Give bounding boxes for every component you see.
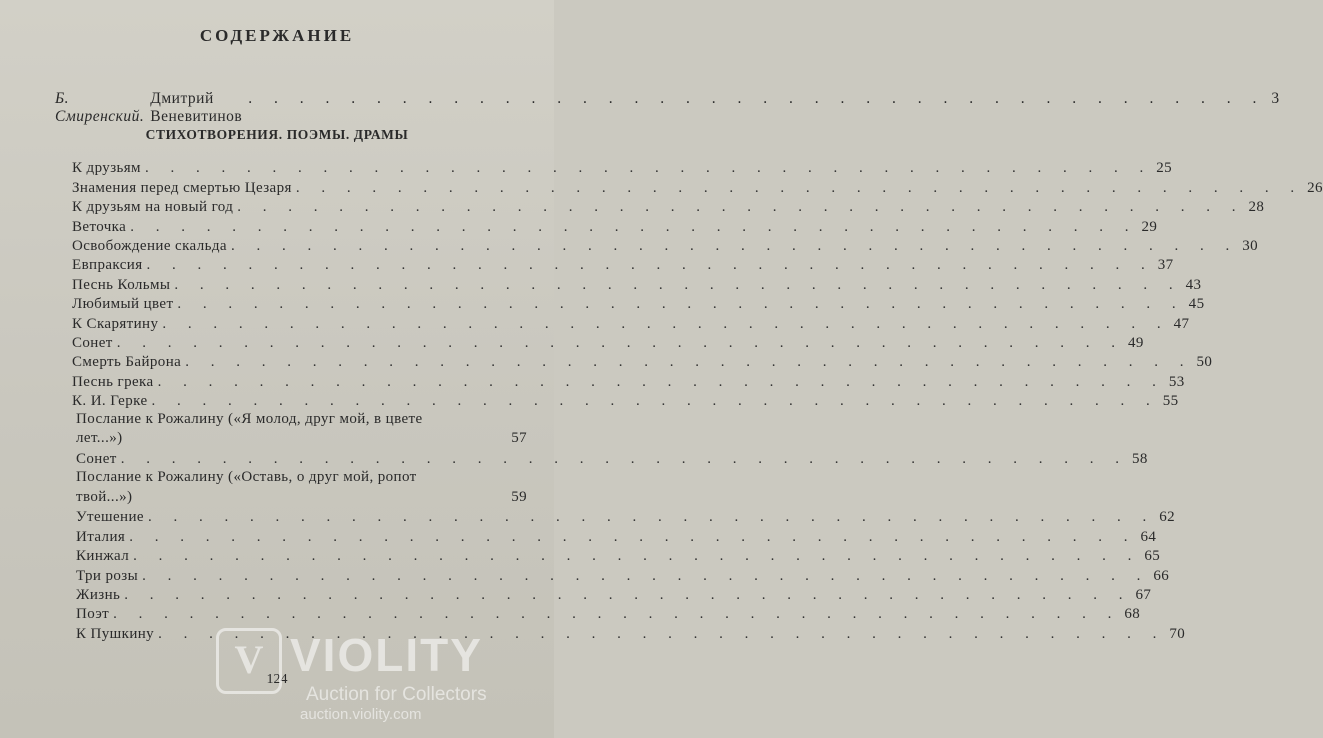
toc-entry-page: 49 <box>1128 334 1144 351</box>
toc-entry-page: 47 <box>1173 315 1190 332</box>
leader-dots: . . . . . . . . . . . . . . . . . . . . . . . . . . . . . . . . . . . . . . . . <box>129 528 1137 545</box>
toc-entry-page: 26 <box>1307 179 1323 196</box>
toc-entry-title: Сонет <box>72 334 113 351</box>
toc-entry <box>72 371 1185 390</box>
toc-entry-page: 67 <box>1135 587 1152 604</box>
toc-entry-title: Знамения перед смертью Цезаря <box>72 179 292 196</box>
toc-entry-title: Три розы <box>76 567 139 584</box>
leader-dots: . . . . . . . . . . . . . . . . . . . . . . . . . . . . . . . . . . . . . . . . <box>237 199 1245 216</box>
toc-entry-page: 28 <box>1248 199 1265 216</box>
toc-entry-long-2 <box>72 468 527 507</box>
toc-entry-long-1 <box>72 410 527 449</box>
leader-dots: . . . . . . . . . . . . . . . . . . . . . . . . . . . . . . . . . . . . . . . . <box>124 587 1132 604</box>
leader-dots: . . . . . . . . . . . . . . . . . . . . . . . . . . . . . . . . . . . . . . . . <box>151 393 1159 410</box>
toc-entry <box>72 449 1148 468</box>
toc-entry-title-line: Послание к Рожалину («Оставь, о друг мой, ропот <box>76 469 417 486</box>
toc-entry-page: 66 <box>1153 567 1170 584</box>
toc-entry-page: 25 <box>1156 160 1173 177</box>
toc-entry-page: 58 <box>1132 451 1148 468</box>
toc-entry <box>72 526 1157 545</box>
toc-entry-title: Освобождение скальда <box>72 237 227 254</box>
page-number: 124 <box>266 672 288 687</box>
toc-entry-title: Любимый цвет <box>72 296 174 313</box>
leader-dots: . . . . . . . . . . . . . . . . . . . . . . . . . . . . . . . . . . . . . . . . <box>133 548 1141 565</box>
toc-entry <box>72 313 1190 332</box>
toc-entry <box>72 274 1202 293</box>
toc-entry-page: 70 <box>1169 625 1186 642</box>
toc-entry <box>72 255 1174 274</box>
toc-entry <box>72 294 1205 313</box>
toc-entry <box>72 216 1158 235</box>
toc-entry <box>72 546 1161 565</box>
toc-entry <box>72 565 1170 584</box>
toc-entry-title: Веточка <box>72 218 127 235</box>
toc-entry <box>72 352 1213 371</box>
toc-entry-title: Жизнь <box>76 587 121 604</box>
toc-entry-title: К друзьям на новый год <box>72 199 234 216</box>
leader-dots: . . . . . . . . . . . . . . . . . . . . . . . . . . . . . . . . . . . . . . . . <box>147 509 1156 526</box>
toc-entry-page: 65 <box>1144 548 1161 565</box>
leader-dots: . . . . . . . . . . . . . . . . . . . . . . . . . . . . . . . . . . . . . . . . <box>185 354 1193 371</box>
toc-entry-title: Сонет <box>76 451 117 468</box>
toc-entry-title: Кинжал <box>76 548 130 565</box>
toc-entry-title-line: Послание к Рожалину («Я молод, друг мой, в цвете <box>76 411 423 428</box>
leader-dots: . . . . . . . . . . . . . . . . . . . . . . . . . . . . . . . . . . . . . . . . <box>230 237 1239 254</box>
leader-dots: . . . . . . . . . . . . . . . . . . . . . . . . . . . . . . . . . . . . . . . . <box>158 625 1166 642</box>
toc-entry <box>72 585 1152 604</box>
toc-entry-page: 45 <box>1188 296 1205 313</box>
toc-entry-page: 53 <box>1168 373 1185 390</box>
leader-dots: . . . . . . . . . . . . . . . . . . . . . . . . . . . . . . . . . . . . . . . . <box>120 451 1128 468</box>
toc-entry <box>72 236 1259 255</box>
toc-entry-page: 50 <box>1196 354 1213 371</box>
toc-entry-page: 62 <box>1159 509 1176 526</box>
leader-dots: . . . . . . . . . . . . . . . . . . . . . . . . . . . . . . . . . . . . . . . . <box>116 334 1124 351</box>
toc-entry-title: К. И. Герке <box>72 393 148 410</box>
toc-entry-title: Италия <box>76 528 126 545</box>
toc-entry-page: 55 <box>1162 393 1179 410</box>
toc-entry-page: 29 <box>1141 218 1158 235</box>
toc-entry <box>72 177 1323 196</box>
toc-entry-page: 30 <box>1242 237 1259 254</box>
page-title: СОДЕРЖАНИЕ <box>199 26 355 45</box>
toc-entry <box>72 507 1176 526</box>
toc-entry <box>72 158 1173 177</box>
section-heading: СТИХОТВОРЕНИЯ. ПОЭМЫ. ДРАМЫ <box>145 127 409 142</box>
toc-entry-title: Песнь грека <box>72 373 154 390</box>
toc-entry-title: Песнь Кольмы <box>72 276 171 293</box>
toc-entry-page: 57 <box>511 430 527 447</box>
leader-dots: . . . . . . . . . . . . . . . . . . . . . . . . . . . . . . . . . . . . . . . . <box>113 606 1121 623</box>
toc-entry-page: 37 <box>1157 257 1174 274</box>
toc-entry-title: К друзьям <box>72 160 141 177</box>
intro-entry <box>55 90 1280 126</box>
toc-entry <box>72 333 1144 352</box>
toc-entry-title: Смерть Байрона <box>72 354 182 371</box>
toc-entry-title: Евпраксия <box>72 257 143 274</box>
toc-entry-page: 64 <box>1140 528 1157 545</box>
toc-entry-title: К Скарятину <box>72 315 159 332</box>
watermark-url: auction.violity.com <box>300 706 422 723</box>
toc-entry-title-line: твой...») <box>76 488 133 505</box>
toc-entry <box>72 391 1179 410</box>
watermark-logo: V <box>216 628 282 694</box>
leader-dots: . . . . . . . . . . . . . . . . . . . . . . . . . . . . . . . . . . . . . . . . <box>295 179 1304 196</box>
leader-dots: . . . . . . . . . . . . . . . . . . . . . . . . . . . . . . . . . . . . . . . . <box>130 218 1138 235</box>
watermark-name: VIOLITY <box>290 629 483 681</box>
leader-dots: . . . . . . . . . . . . . . . . . . . . . . . . . . . . . . . . . . . . . . . . <box>142 567 1150 584</box>
toc-entry-page: 59 <box>511 488 527 505</box>
intro-author: Б. Смиренский. <box>55 90 145 125</box>
leader-dots: . . . . . . . . . . . . . . . . . . . . . . . . . . . . . . . . . . . . . . . . <box>146 257 1154 274</box>
toc-entry-title: К Пушкину <box>76 625 155 642</box>
leader-dots: . . . . . . . . . . . . . . . . . . . . . . . . . . . . . . . . . . . . . . . . <box>248 90 1266 107</box>
leader-dots: . . . . . . . . . . . . . . . . . . . . . . . . . . . . . . . . . . . . . . . . <box>162 315 1170 332</box>
toc-entry-title-line: лет...») <box>76 430 123 447</box>
leader-dots: . . . . . . . . . . . . . . . . . . . . . . . . . . . . . . . . . . . . . . . . <box>144 160 1153 177</box>
intro-work: Дмитрий Веневитинов <box>150 90 243 125</box>
toc-entry-title: Утешение <box>76 509 144 526</box>
watermark-tagline: Auction for Collectors <box>306 684 487 705</box>
toc-entry-title: Поэт <box>76 606 110 623</box>
toc-entry-page: 43 <box>1185 276 1202 293</box>
toc-entry <box>72 604 1141 623</box>
leader-dots: . . . . . . . . . . . . . . . . . . . . . . . . . . . . . . . . . . . . . . . . <box>177 296 1185 313</box>
toc-list <box>72 158 1323 643</box>
leader-dots: . . . . . . . . . . . . . . . . . . . . . . . . . . . . . . . . . . . . . . . . <box>174 276 1182 293</box>
intro-page: 3 <box>1271 90 1280 107</box>
leader-dots: . . . . . . . . . . . . . . . . . . . . . . . . . . . . . . . . . . . . . . . . <box>157 373 1165 390</box>
toc-entry <box>72 197 1265 216</box>
watermark <box>216 626 546 726</box>
toc-entry-page: 68 <box>1124 606 1141 623</box>
